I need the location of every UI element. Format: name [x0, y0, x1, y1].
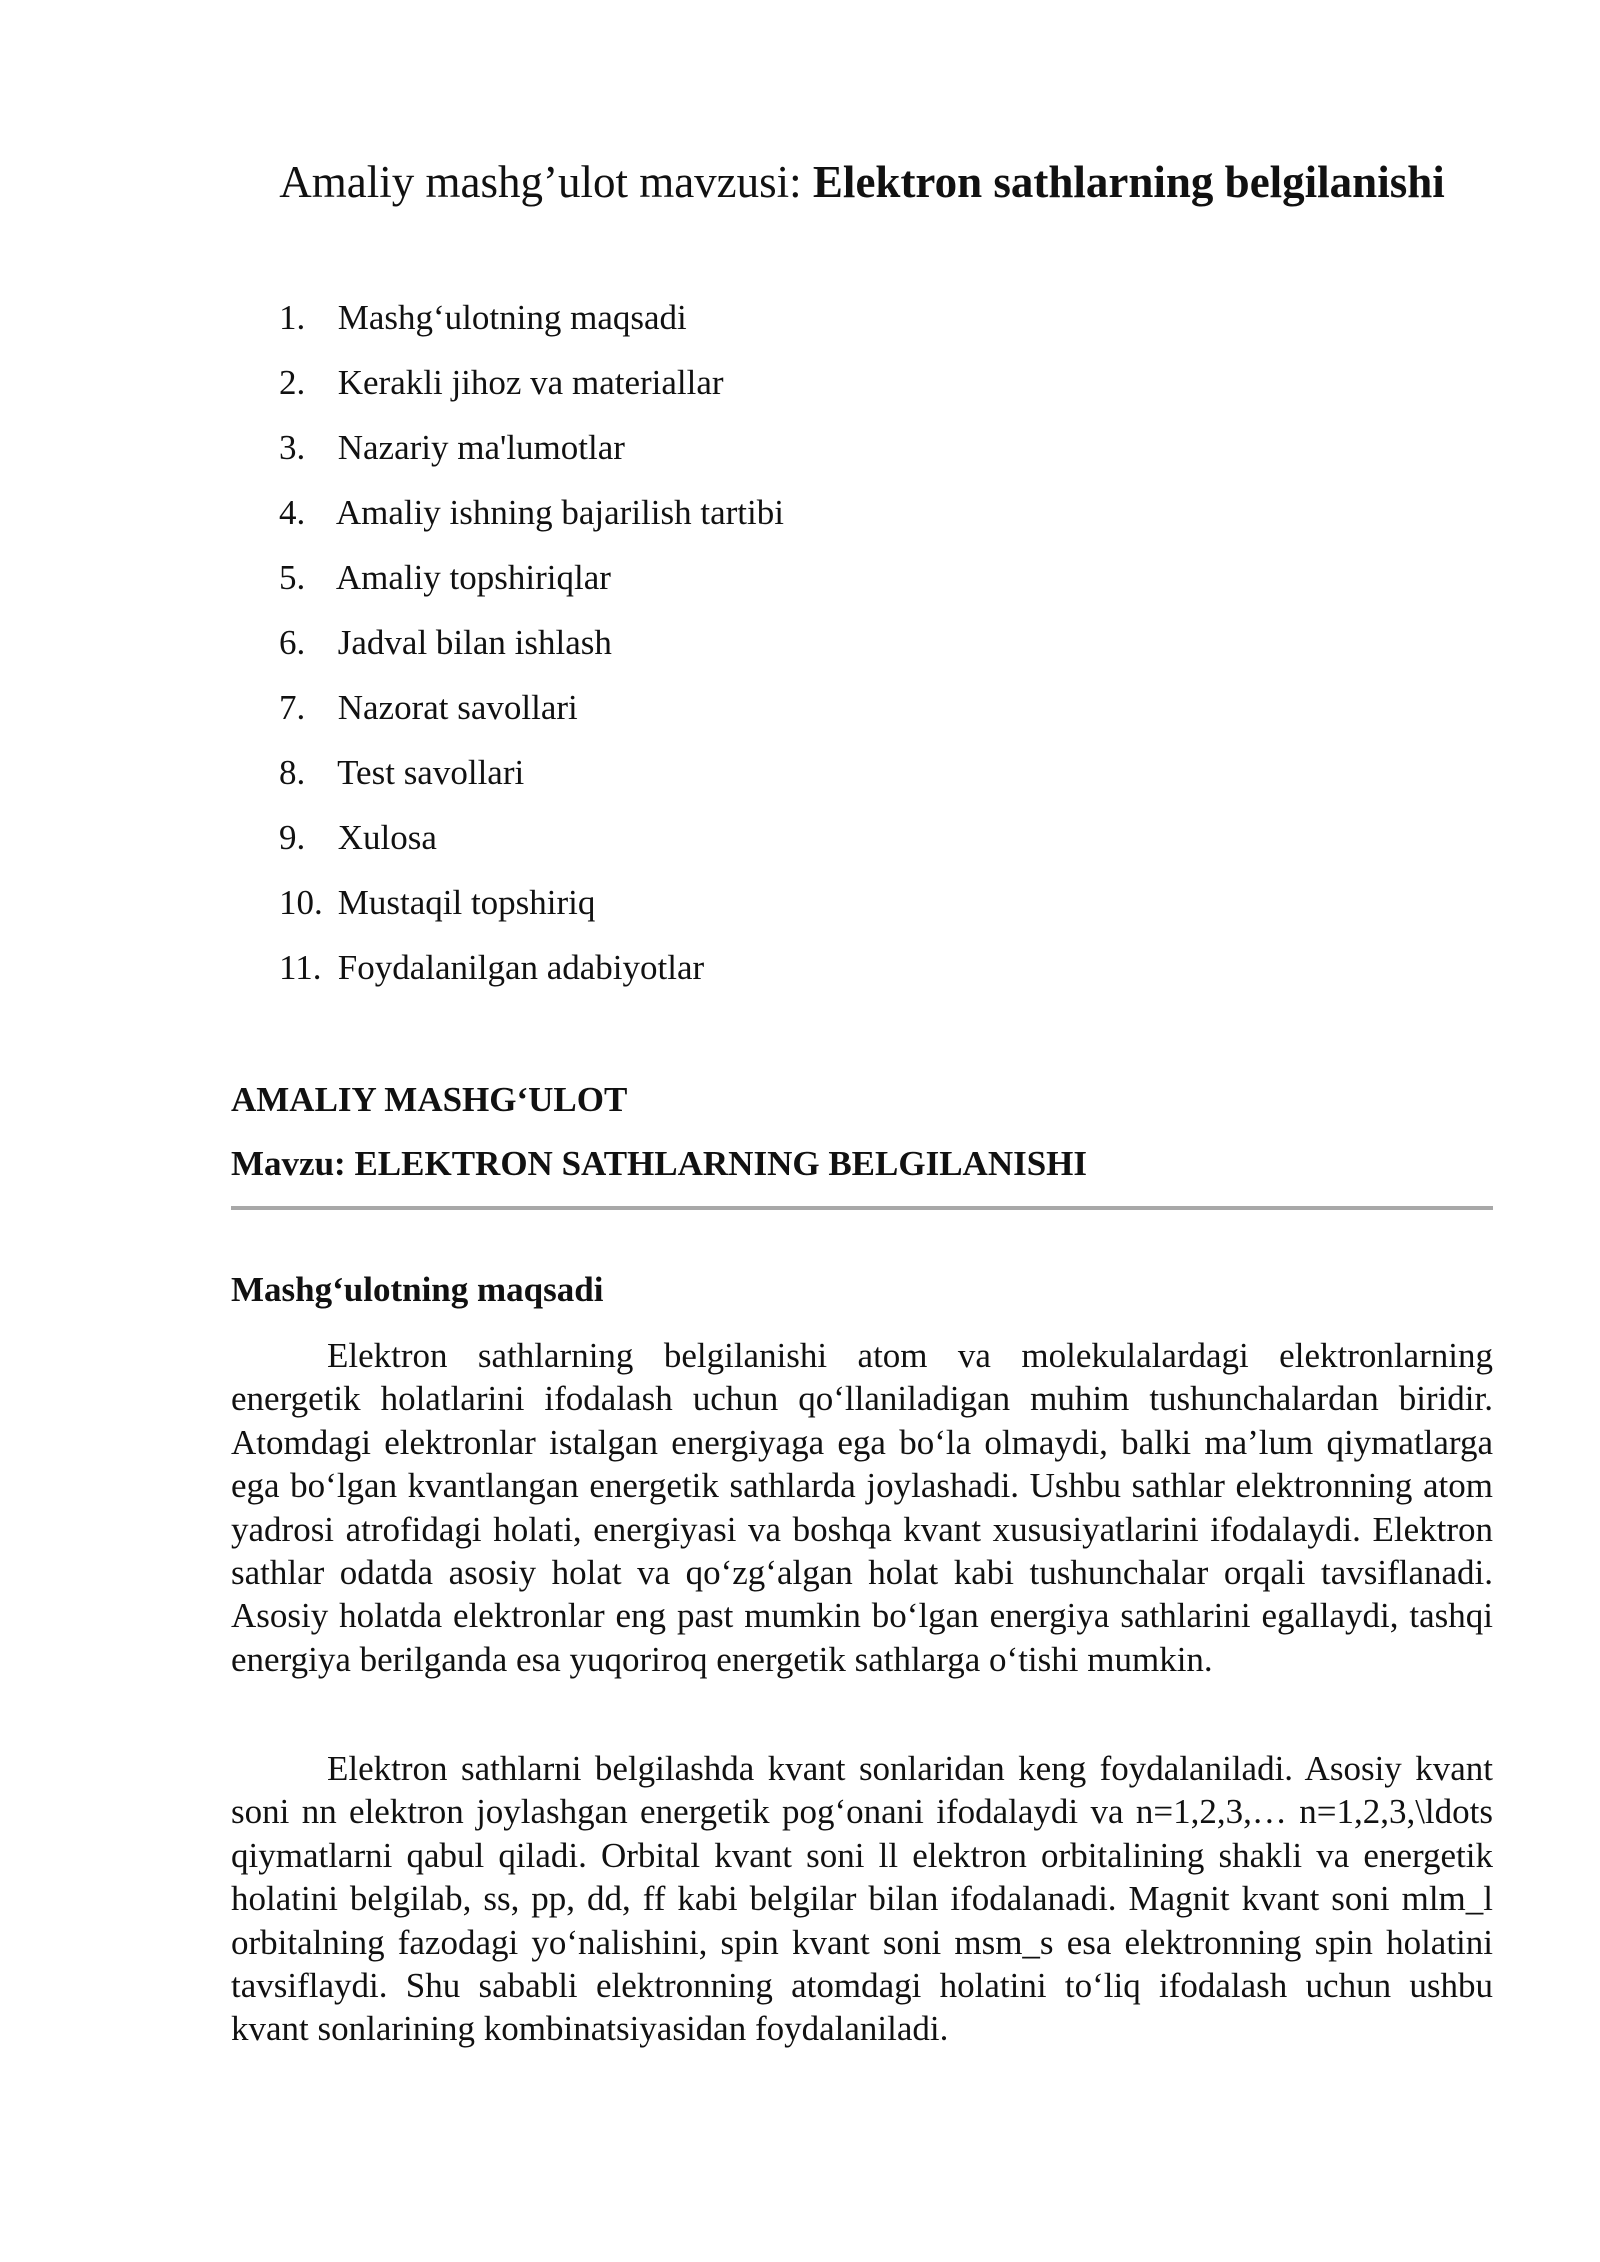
contents-item-label: Jadval bilan ishlash	[337, 623, 612, 662]
contents-item-label: Mashg‘ulotning maqsadi	[337, 298, 687, 337]
contents-item-number: 11.	[279, 948, 322, 987]
title-prefix: Amaliy mashg’ulot mavzusi:	[279, 157, 813, 207]
body-paragraph: Elektron sathlarni belgilashda kvant sonlaridan keng foydalaniladi. Asosiy kvant soni nn elektron joylashgan energetik pog‘onani ifodalaydi va n=1,2,3,… n=1,2,3,\ldots qiymatlarni qabul qiladi. Orbital kvant soni ll elektron orbitalining shakli va energetik holatini belgilab, ss, pp, dd, ff kabi belgilar bilan ifodalanadi. Magnit kvant soni mlm_l orbitalning fazodagi yo‘nalishini, spin kvant soni msm_s esa elektronning spin holatini tavsiflaydi. Shu sababli elektronning atomdagi holatini to‘liq ifodalash uchun ushbu kvant sonlarining kombinatsiyasidan foydalaniladi.	[231, 1749, 1493, 2049]
contents-item-label: Nazorat savollari	[337, 688, 578, 727]
contents-item-number: 3.	[279, 428, 306, 467]
contents-item-number: 4.	[279, 493, 306, 532]
contents-item-number: 1.	[279, 298, 306, 337]
contents-item	[279, 810, 784, 875]
contents-item-label: Amaliy ishning bajarilish tartibi	[335, 493, 784, 532]
contents-item-number: 8.	[279, 753, 306, 792]
contents-item-number: 10.	[279, 883, 323, 922]
contents-item-label: Nazariy ma'lumotlar	[337, 428, 625, 467]
contents-item-label: Kerakli jihoz va materiallar	[337, 363, 724, 402]
section-heading: AMALIY MASHG‘ULOT	[231, 1080, 628, 1119]
contents-item	[279, 615, 784, 680]
section-topic-line: Mavzu: ELEKTRON SATHLARNING BELGILANISHI	[231, 1144, 1088, 1183]
title-topic: Elektron sathlarning belgilanishi	[812, 157, 1445, 207]
contents-item-number: 2.	[279, 363, 306, 402]
document-title	[231, 152, 1493, 212]
contents-item	[279, 355, 784, 420]
contents-item-number: 9.	[279, 818, 306, 857]
contents-item	[279, 680, 784, 745]
contents-item	[279, 745, 784, 810]
contents-item-number: 5.	[279, 558, 306, 597]
contents-item	[279, 485, 784, 550]
contents-item	[279, 550, 784, 615]
contents-item	[279, 420, 784, 485]
contents-item	[279, 875, 784, 940]
contents-item-label: Xulosa	[337, 818, 437, 857]
contents-item	[279, 940, 784, 1005]
contents-item	[279, 290, 784, 355]
contents-item-label: Foydalanilgan adabiyotlar	[337, 948, 705, 987]
aim-heading: Mashg‘ulotning maqsadi	[231, 1270, 604, 1309]
contents-list	[279, 290, 784, 1005]
contents-item-number: 7.	[279, 688, 306, 727]
contents-item-label: Mustaqil topshiriq	[337, 883, 596, 922]
contents-item-number: 6.	[279, 623, 306, 662]
contents-item-label: Amaliy topshiriqlar	[335, 558, 611, 597]
contents-item-label: Test savollari	[337, 753, 525, 792]
horizontal-divider	[231, 1206, 1493, 1210]
body-paragraph: Elektron sathlarning belgilanishi atom va molekulalardagi elektronlarning energetik holatlarini ifodalash uchun qo‘llaniladigan muhim tushunchalardan biridir. Atomdagi elektronlar istalgan energiyaga ega bo‘la olmaydi, balki ma’lum qiymatlarga ega bo‘lgan kvantlangan energetik sathlarda joylashadi. Ushbu sathlar elektronning atom yadrosi atrofidagi holati, energiyasi va boshqa kvant xususiyatlarini ifodalaydi. Elektron sathlar odatda asosiy holat va qo‘zg‘algan holat kabi tushunchalar orqali tavsiflanadi. Asosiy holatda elektronlar eng past mumkin bo‘lgan energiya sathlarini egallaydi, tashqi energiya berilganda esa yuqoriroq energetik sathlarga o‘tishi mumkin.	[231, 1336, 1493, 1679]
